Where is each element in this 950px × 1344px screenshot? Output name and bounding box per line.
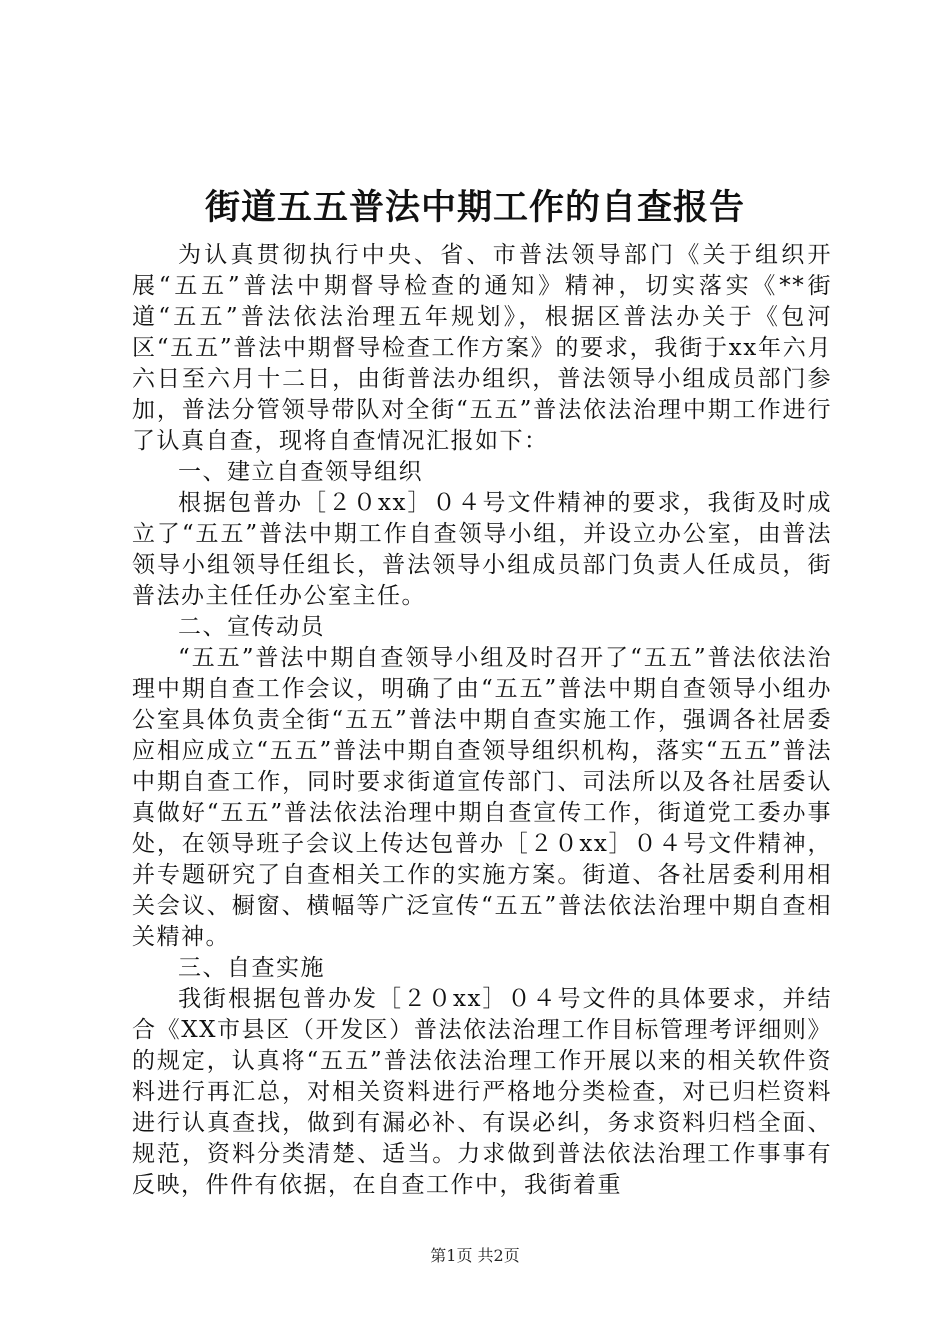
page-number-footer: 第1页 共2页 — [430, 1246, 520, 1265]
section-heading-3: 三、自查实施 — [178, 955, 325, 981]
section-paragraph-2: “五五”普法中期自查领导小组及时召开了“五五”普法依法治理中期自查工作会议，明确了由“五五”普法中期自查领导小组办公室具体负责全街“五五”普法中期自查实施工作，强调各社居委应相应成立“五五”普法中期自查领导组织机构，落实“五五”普法中期自查工作，同时要求街道宣传部门、司法所以及各社居委认真做好“五五”普法依法治理中期自查宣传工作，街道党工委办事处，在领导班子会议上传达包普办［２０xx］０４号文件精神，并专题研究了自查相关工作的实施方案。街道、各社居委利用相关会议、橱窗、横幅等广泛宣传“五五”普法依法治理中期自查相关精神。 — [132, 645, 832, 950]
section-paragraph-3: 我街根据包普办发［２０xx］０４号文件的具体要求，并结合《XX市县区（开发区）普法依法治理工作目标管理考评细则》的规定，认真将“五五”普法依法治理工作开展以来的相关软件资料进行再汇总，对相关资料进行严格地分类检查，对已归栏资料进行认真查找，做到有漏必补、有误必纠，务求资料归档全面、规范，资料分类清楚、适当。力求做到普法依法治理工作事事有反映，件件有依据，在自查工作中，我街着重 — [132, 986, 832, 1198]
section-heading-1: 一、建立自查领导组织 — [178, 459, 423, 485]
document-body — [132, 240, 832, 1201]
intro-paragraph: 为认真贯彻执行中央、省、市普法领导部门《关于组织开展“五五”普法中期督导检查的通知》精神，切实落实《**街道“五五”普法依法治理五年规划》，根据区普法办关于《包河区“五五”普法中期督导检查工作方案》的要求，我街于xx年六月六日至六月十二日，由街普法办组织，普法领导小组成员部门参加，普法分管领导带队对全街“五五”普法依法治理中期工作进行了认真自查，现将自查情况汇报如下： — [132, 242, 832, 454]
section-paragraph-1: 根据包普办［２０xx］０４号文件精神的要求，我街及时成立了“五五”普法中期工作自查领导小组，并设立办公室，由普法领导小组领导任组长，普法领导小组成员部门负责人任成员，街普法办主任任办公室主任。 — [132, 490, 832, 609]
document-title: 街道五五普法中期工作的自查报告 — [204, 187, 745, 228]
section-heading-2: 二、宣传动员 — [178, 614, 325, 640]
